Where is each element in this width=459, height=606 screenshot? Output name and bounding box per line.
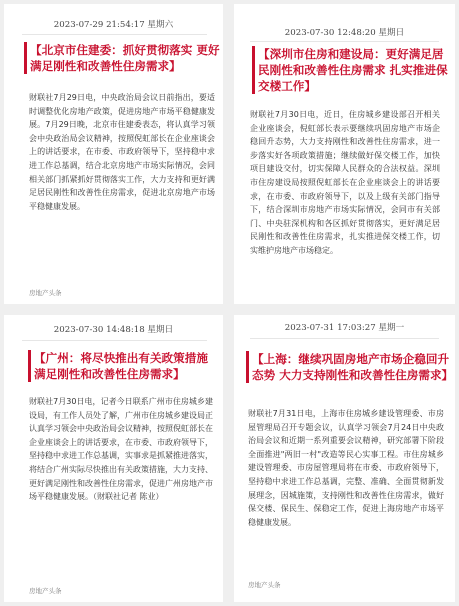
news-card-beijing[interactable] [4,4,223,304]
article-body: 财联社7月31日电，上海市住房城乡建设管理委、市房屋管理局召开专题会议，认真学习领会7月24日中央政治局会议和近期一系列重要会议精神，研究部署下阶段全面推进"两旧一村"改造等民心实事工程。市住房城乡建设管理委、市房屋管理局将在市委、市政府领导下，坚持稳中求进工作总基调，完整、准确、全面贯彻新发展理念，因城施策，支持刚性和改善性住房需求，做好保交楼、保民生、保稳定工作，促进上海房地产市场平稳健康发展。 [248,409,444,527]
headline: 【广州：将尽快推出有关政策措施 满足刚性和改善性住房需求】 [28,350,218,382]
news-card-shenzhen[interactable] [234,4,455,304]
source-label: 房地产头条 [29,289,62,297]
timestamp: 2023-07-30 12:48:20 星期日 [284,28,405,38]
headline: 【深圳市住房和建设局：更好满足居民刚性和改善性住房需求 扎实推进保交楼工作】 [252,46,450,94]
source-label: 房地产头条 [29,587,62,595]
news-card-shanghai[interactable] [234,315,455,602]
article-body: 财联社7月30日电，近日，住房城乡建设部召开相关企业座谈会，倪虹部长表示要继续巩固房地产市场企稳回升态势，大力支持刚性和改善性住房需求，进一步落实好各项政策措施；继续做好保交楼工作，加快项目建设交付，切实保障人民群众的合法权益。深圳市住房建设局按照倪虹部长在企业座谈会上的讲话要求，在市委、市政府领导下，以及上级有关部门指导下，结合深圳市房地产市场实际情况，会同市有关部门、中央驻深机构和各区抓好贯彻落实，更好满足居民刚性和改善性住房需求，扎实推进保交楼工作，切实维护房地产市场稳定。 [250,110,440,255]
timestamp: 2023-07-30 14:48:18 星期日 [53,325,174,335]
divider [22,340,207,341]
article-body: 财联社7月29日电，中央政治局会议日前指出，要适时调整优化房地产政策，促进房地产市场平稳健康发展。7月29日晚，北京市住建委表态，将认真学习领会中央政治局会议精神，按照倪虹部长在企业座谈会上的讲话要求，在市委、市政府领导下，坚持稳中求进工作总基调，结合北京房地产市场实际情况，会同相关部门抓紧抓好贯彻落实工作，大力支持和更好满足居民刚性和改善性住房需求，促进北京房地产市场平稳健康发展。 [29,93,215,211]
news-card-guangzhou[interactable] [4,315,223,602]
headline: 【上海：继续巩固房地产市场企稳回升态势 大力支持刚性和改善性住房需求】 [246,351,450,383]
divider [250,338,439,339]
timestamp: 2023-07-31 17:03:27 星期一 [284,323,405,333]
timestamp: 2023-07-29 21:54:17 星期六 [53,20,174,30]
divider [22,34,207,35]
headline: 【北京市住建委：抓好贯彻落实 更好满足刚性和改善性住房需求】 [24,42,220,74]
article-body: 财联社7月30日电，记者今日联系广州市住房城乡建设局，有工作人员处了解，广州市住房城乡建设局正认真学习领会中央政治局会议精神，按照倪虹部长在企业座谈会上的讲话要求，在市委、市政府领导下，坚持稳中求进工作总基调，实事求是抓紧推进落实，将结合广州实际尽快推出有关政策措施，大力支持、更好满足刚性和改善性住房需求，促进广州房地产市场平稳健康发展。（财联社记者 陈业） [29,397,213,502]
divider [250,41,439,42]
source-label: 房地产头条 [248,581,281,589]
